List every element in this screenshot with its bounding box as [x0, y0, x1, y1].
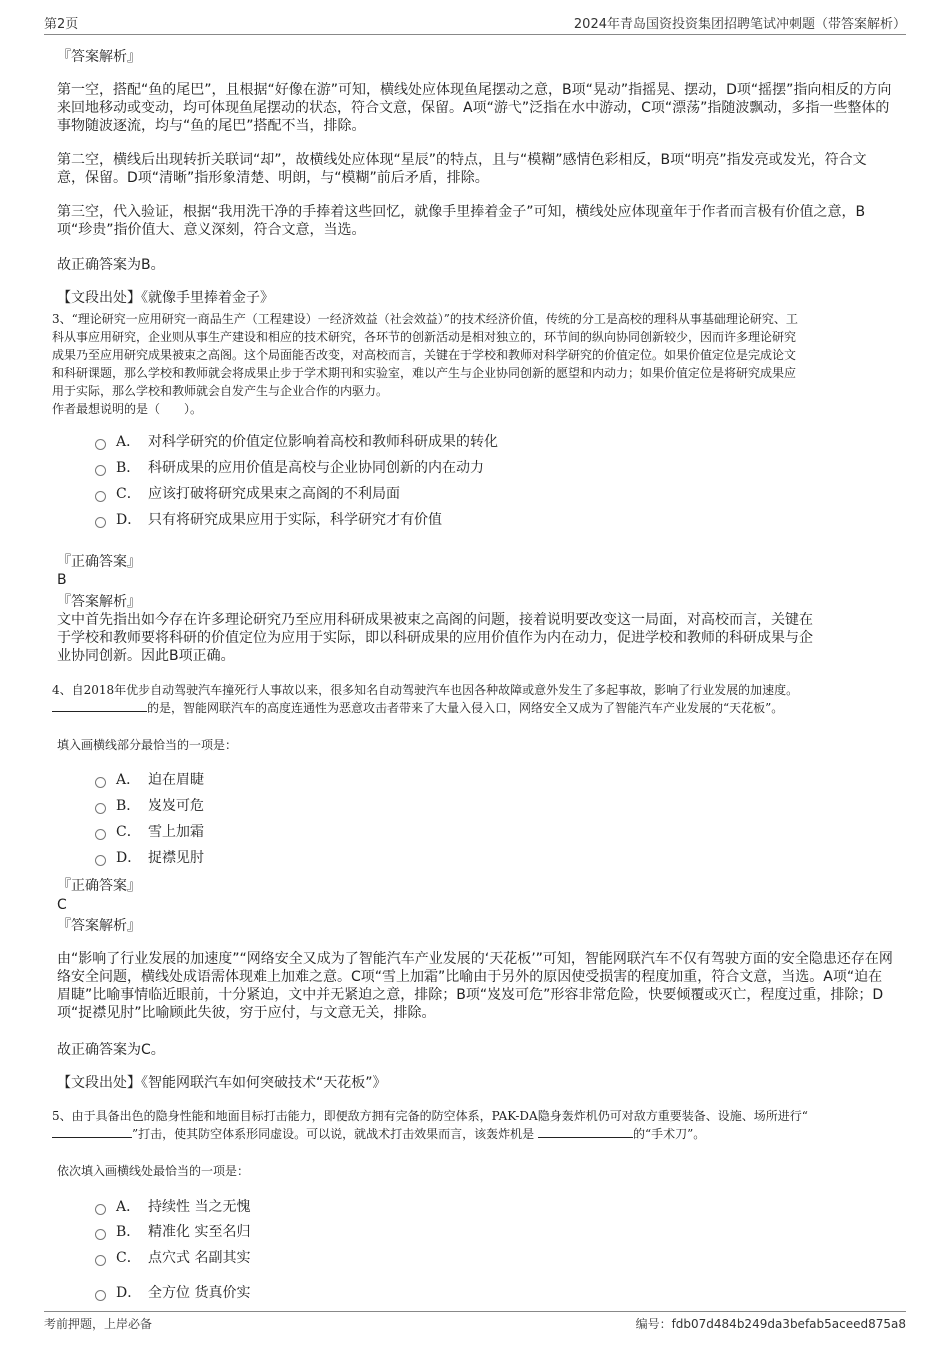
q3-option-c[interactable]: C． 应该打破将研究成果束之高阁的不利局面 — [95, 484, 400, 504]
radio-icon[interactable] — [95, 439, 106, 450]
radio-icon[interactable] — [95, 1229, 106, 1240]
q2-analysis-para2: 第二空，横线后出现转折关联词“却”，故横线处应体现“星辰”的特点，且与“模糊”感情色彩相反，B项“明亮”指发亮或发光，符合文意，保留。D项“清晰”指形象清楚、明朗，与“模糊”前后矛盾，排除。 — [57, 152, 867, 186]
q4-answer-label: 『正确答案』 — [57, 878, 141, 894]
q5-option-a[interactable]: A． 持续性 当之无愧 — [95, 1197, 250, 1217]
q2-source: 【文段出处】《就像手里捧着金子》 — [57, 290, 274, 306]
q3-stem: 3、“理论研究一应用研究一商品生产（工程建设）一经济效益（社会效益）”的技术经济价值，传统的分工是高校的理科从事基础理论研究、工 科从事应用研究，企业则从事生产建设和相应的技术研究，各环节的创新活动是相对独立的，环节间的纵向协同创新较少，因而许多理论研究 成果乃至应用研究成果被束之高阁。这个局面能否改变，对高校而言，关键在于学校和教师对科学研究的价值定位。如果价值定位是完成论文 和科研课题，那么学校和教师就会将成果止步于学术期刊和实验室，难以产生与企业协同创新的愿望和内动力；如果价值定位是将研究成果应 用于实际，那么学校和教师就会自发产生与企业合作的内驱力。 — [52, 312, 798, 398]
q3-answer: B — [57, 572, 67, 588]
radio-icon[interactable] — [95, 1255, 106, 1266]
q4-option-b[interactable]: B． 岌岌可危 — [95, 796, 204, 816]
radio-icon[interactable] — [95, 491, 106, 502]
q3-answer-label: 『正确答案』 — [57, 554, 141, 570]
q5-option-b[interactable]: B． 精准化 实至名归 — [95, 1222, 250, 1242]
q4-option-a[interactable]: A． 迫在眉睫 — [95, 770, 204, 790]
page-footer — [44, 1311, 906, 1332]
q4-source: 【文段出处】《智能网联汽车如何突破技术“天花板”》 — [57, 1075, 387, 1091]
page-header — [44, 10, 906, 35]
q2-analysis-para1: 第一空，搭配“鱼的尾巴”，且根据“好像在游”可知，横线处应体现鱼尾摆动之意，B项“晃动”指摇晃、摆动，D项“摇摆”指向相反的方向来回地移动或变动，均可体现鱼尾摆动的状态，符合文意，保留。A项“游弋”泛指在水中游动，C项“漂荡”指随波飘动，多指一些整体的事物随波逐流，均与“鱼的尾巴”搭配不当，排除。 — [57, 82, 892, 134]
footer-slogan: 考前押题，上岸必备 — [44, 1317, 153, 1331]
q5-stem: 5、由于具备出色的隐身性能和地面目标打击能力，即便敌方拥有完备的防空体系，PAK-DA隐身轰炸机仍可对敌方重要装备、设施、场所进行“ ”打击，使其防空体系形同虚设。可以说，就战术打击效果而言，该轰炸机是 的“手术刀”。 — [52, 1109, 808, 1141]
q4-option-c[interactable]: C． 雪上加霜 — [95, 822, 204, 842]
q5-option-c[interactable]: C． 点穴式 名副其实 — [95, 1248, 250, 1268]
fill-blank — [538, 1125, 633, 1138]
page-number: 第2页 — [44, 17, 79, 32]
q2-analysis-label: 『答案解析』 — [57, 49, 141, 65]
q4-stem: 4、自2018年优步自动驾驶汽车撞死行人事故以来，很多知名自动驾驶汽车也因各种故障或意外发生了多起事故，影响了行业发展的加速度。 的是，智能网联汽车的高度连通性为恶意攻击者带来了大量入侵入口，网络安全又成为了智能汽车产业发展的“天花板”。 — [52, 683, 799, 715]
q5-question: 依次填入画横线处最恰当的一项是： — [57, 1164, 250, 1178]
q2-conclusion: 故正确答案为B。 — [57, 257, 165, 273]
q3-option-b[interactable]: B． 科研成果的应用价值是高校与企业协同创新的内在动力 — [95, 458, 484, 478]
q5-option-d[interactable]: D． 全方位 货真价实 — [95, 1283, 250, 1303]
document-id: 编号：fdb07d484b249da3befab5aceed875a8 — [635, 1317, 906, 1331]
q4-question: 填入画横线部分最恰当的一项是： — [57, 738, 238, 752]
q4-conclusion: 故正确答案为C。 — [57, 1042, 165, 1058]
fill-blank — [52, 699, 147, 712]
q2-analysis-para3: 第三空，代入验证，根据“我用洗干净的手捧着这些回忆，就像手里捧着金子”可知，横线处应体现童年于作者而言极有价值之意，B项“珍贵”指价值大、意义深刻，符合文意，当选。 — [57, 204, 866, 238]
q4-analysis-label: 『答案解析』 — [57, 918, 141, 934]
q3-question: 作者最想说明的是（ ）。 — [52, 402, 203, 416]
fill-blank — [52, 1125, 132, 1138]
q4-analysis: 由“影响了行业发展的加速度”“网络安全又成为了智能汽车产业发展的‘天花板’”可知，智能网联汽车不仅有驾驶方面的安全隐患还存在网络安全问题，横线处成语需体现难上加难之意。C项“雪上加霜”比喻由于另外的原因使受损害的程度加重，符合文意，当选。A项“迫在眉睫”比喻事情临近眼前，十分紧迫，文中并无紧迫之意，排除；B项“岌岌可危”形容非常危险，快要倾覆或灭亡，程度过重，排除；D项“捉襟见肘”比喻顾此失彼，穷于应付，与文意无关，排除。 — [57, 951, 893, 1021]
radio-icon[interactable] — [95, 1290, 106, 1301]
q4-option-d[interactable]: D． 捉襟见肘 — [95, 848, 204, 868]
radio-icon[interactable] — [95, 855, 106, 866]
q3-option-d[interactable]: D． 只有将研究成果应用于实际，科学研究才有价值 — [95, 510, 442, 530]
radio-icon[interactable] — [95, 803, 106, 814]
radio-icon[interactable] — [95, 777, 106, 788]
document-title: 2024年青岛国资投资集团招聘笔试冲刺题（带答案解析） — [573, 17, 906, 32]
q3-option-a[interactable]: A． 对科学研究的价值定位影响着高校和教师科研成果的转化 — [95, 432, 498, 452]
radio-icon[interactable] — [95, 829, 106, 840]
q4-answer: C — [57, 897, 67, 913]
q3-analysis: 文中首先指出如今存在许多理论研究乃至应用科研成果被束之高阁的问题，接着说明要改变这一局面，对高校而言，关键在 于学校和教师要将科研的价值定位为应用于实际，即以科研成果的应用价值作为内在动力，促进学校和教师的科研成果与企 业协同创新。因此B项正确。 — [57, 612, 813, 664]
radio-icon[interactable] — [95, 1204, 106, 1215]
radio-icon[interactable] — [95, 465, 106, 476]
radio-icon[interactable] — [95, 517, 106, 528]
q3-analysis-label: 『答案解析』 — [57, 594, 141, 610]
